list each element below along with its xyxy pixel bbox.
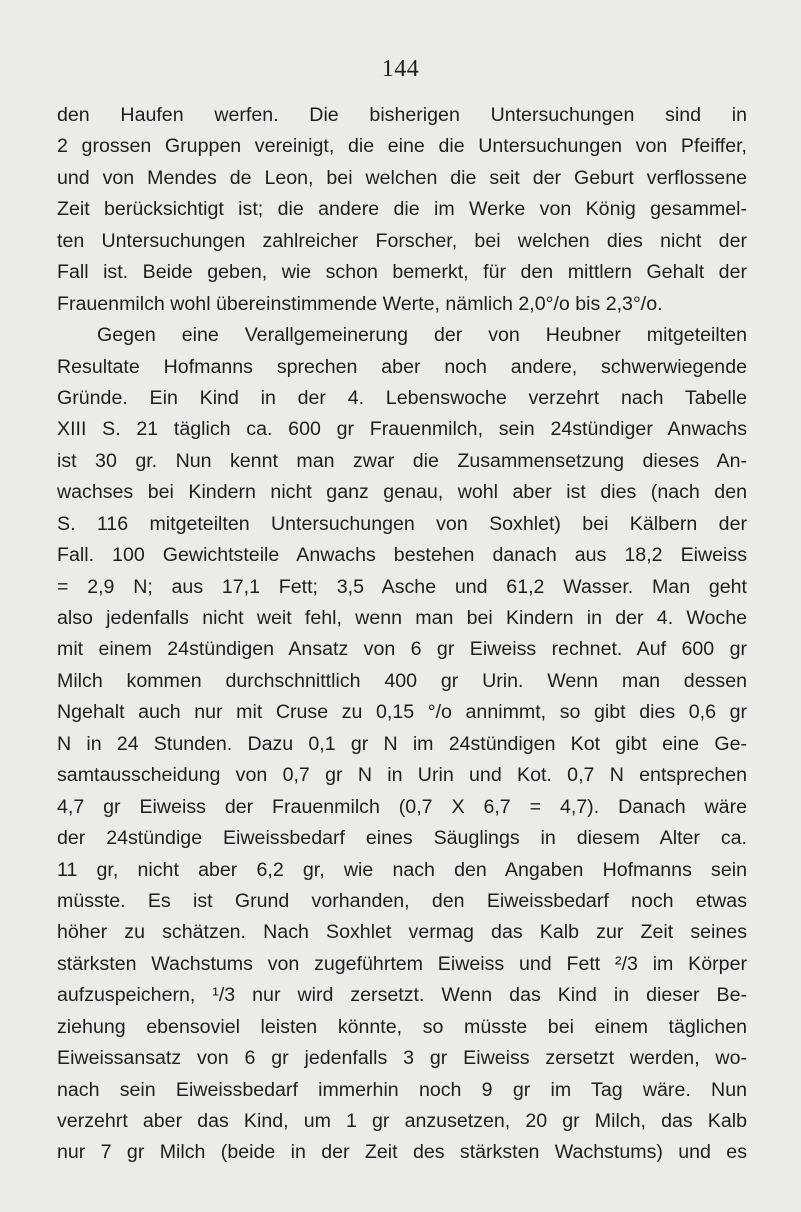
text-line: also jedenfalls nicht weit fehl, wenn man bei Kindern in der 4. Woche bbox=[57, 607, 747, 629]
text-line: ten Untersuchungen zahlreicher Forscher, bei welchen dies nicht der bbox=[57, 229, 747, 252]
text-line: nach sein Eiweissbedarf immerhin noch 9 gr im Tag wäre. Nun bbox=[57, 1078, 747, 1101]
text-line: 4,7 gr Eiweiss der Frauenmilch (0,7 X 6,7 = 4,7). Danach wäre bbox=[57, 795, 747, 818]
text-line: nur 7 gr Milch (beide in der Zeit des stärksten Wachstums) und es bbox=[57, 1141, 747, 1164]
text-line: Milch kommen durchschnittlich 400 gr Urin. Wenn man dessen bbox=[57, 669, 747, 692]
body-text bbox=[57, 100, 747, 1169]
text-line: N in 24 Stunden. Dazu 0,1 gr N im 24stündigen Kot gibt eine Ge- bbox=[57, 732, 747, 755]
text-line: Ngehalt auch nur mit Cruse zu 0,15 °/o annimmt, so gibt dies 0,6 gr bbox=[57, 701, 747, 724]
text-line: Resultate Hofmanns sprechen aber noch andere, schwerwiegende bbox=[57, 355, 747, 378]
text-line: wachses bei Kindern nicht ganz genau, wohl aber ist dies (nach den bbox=[57, 481, 747, 504]
text-line: Gegen eine Verallgemeinerung der von Heubner mitgeteilten bbox=[97, 324, 747, 347]
text-line: müsste. Es ist Grund vorhanden, den Eiweissbedarf noch etwas bbox=[57, 889, 747, 912]
text-line: Zeit berücksichtigt ist; die andere die im Werke von König gesammel- bbox=[57, 198, 747, 221]
text-line: ziehung ebensoviel leisten könnte, so müsste bei einem täglichen bbox=[57, 1015, 747, 1038]
text-line: der 24stündige Eiweissbedarf eines Säuglings in diesem Alter ca. bbox=[57, 827, 747, 850]
text-line: 11 gr, nicht aber 6,2 gr, wie nach den Angaben Hofmanns sein bbox=[57, 858, 747, 881]
text-line: Eiweissansatz von 6 gr jedenfalls 3 gr Eiweiss zersetzt werden, wo- bbox=[57, 1047, 747, 1070]
text-line: aufzuspeichern, ¹/3 nur wird zersetzt. Wenn das Kind in dieser Be- bbox=[57, 984, 747, 1007]
text-line: = 2,9 N; aus 17,1 Fett; 3,5 Asche und 61,2 Wasser. Man geht bbox=[57, 575, 747, 598]
text-line: mit einem 24stündigen Ansatz von 6 gr Eiweiss rechnet. Auf 600 gr bbox=[57, 638, 747, 661]
text-line: ist 30 gr. Nun kennt man zwar die Zusammensetzung dieses An- bbox=[57, 449, 747, 472]
text-line: stärksten Wachstums von zugeführtem Eiweiss und Fett ²/3 im Körper bbox=[57, 952, 747, 975]
text-line: verzehrt aber das Kind, um 1 gr anzusetzen, 20 gr Milch, das Kalb bbox=[57, 1110, 747, 1132]
text-line: XIII S. 21 täglich ca. 600 gr Frauenmilch, sein 24stündiger Anwachs bbox=[57, 418, 747, 441]
text-line: Fall ist. Beide geben, wie schon bemerkt, für den mittlern Gehalt der bbox=[57, 261, 747, 284]
text-line: Fall. 100 Gewichtsteile Anwachs bestehen danach aus 18,2 Eiweiss bbox=[57, 544, 747, 567]
text-line: 2 grossen Gruppen vereinigt, die eine die Untersuchungen von Pfeiffer, bbox=[57, 135, 747, 158]
text-line: samtausscheidung von 0,7 gr N in Urin und Kot. 0,7 N entsprechen bbox=[57, 764, 747, 787]
text-line: Frauenmilch wohl übereinstimmende Werte, nämlich 2,0°/o bis 2,3°/o. bbox=[57, 292, 663, 315]
page-number: 144 bbox=[381, 56, 420, 82]
text-line: höher zu schätzen. Nach Soxhlet vermag das Kalb zur Zeit seines bbox=[57, 921, 747, 944]
text-line: den Haufen werfen. Die bisherigen Untersuchungen sind in bbox=[57, 104, 747, 126]
text-line: Gründe. Ein Kind in der 4. Lebenswoche verzehrt nach Tabelle bbox=[57, 386, 747, 409]
text-line: und von Mendes de Leon, bei welchen die seit der Geburt verflossene bbox=[57, 166, 747, 189]
text-line: S. 116 mitgeteilten Untersuchungen von Soxhlet) bei Kälbern der bbox=[57, 512, 747, 535]
